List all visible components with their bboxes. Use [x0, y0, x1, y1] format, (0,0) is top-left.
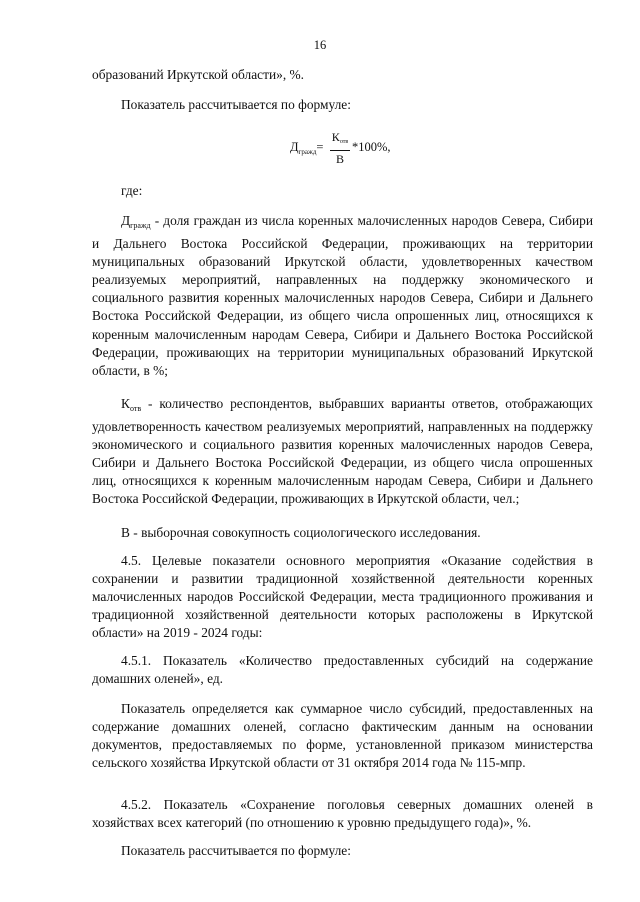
formula-fraction [330, 130, 350, 166]
formula-intro: Показатель рассчитывается по формуле: [121, 97, 351, 112]
paragraph-continuation: образований Иркутской области», %. [92, 67, 305, 82]
where-label: где: [121, 183, 143, 198]
formula [0, 130, 640, 164]
formula-intro-2: Показатель рассчитывается по формуле: [121, 843, 351, 858]
page-number: 16 [313, 38, 327, 52]
section-4-5-1: 4.5.1. Показатель «Количество предоставленных субсидий на содержание домашних оленей», ед. [92, 653, 593, 687]
formula-rhs: *100%, [352, 140, 391, 154]
formula-numerator: $К_{отв}$ [331, 130, 349, 145]
definition-b: В - выборочная совокупность социологического исследования. [121, 525, 481, 540]
formula-denominator: В [335, 152, 344, 166]
definition-d: $Д_{гражд}$ - доля граждан из числа коренных малочисленных народов Севера, Сибири и Дальнего Востока Российской Федерации, проживающих на территории муниципальных образований Иркутской области, удовлетворенных качеством реализуемых мероприятий, направленных на поддержку экономического и социального развития коренных малочисленных народов Севера, Сибири и Дальнего Востока Российской Федерации, из общего числа опрошенных лиц, относящихся к коренным малочисленным народам Севера, Сибири и Дальнего Востока Российской Федерации, проживающих на территории муниципальных образований Иркутской области, в %; [92, 213, 593, 378]
section-4-5-2: 4.5.2. Показатель «Сохранение поголовья северных домашних оленей в хозяйствах всех категорий (по отношению к уровню предыдущего года)», %. [92, 797, 593, 831]
definition-k: $К_{отв}$ - количество респондентов, выбравших варианты ответов, отображающих удовлетворенность качеством реализуемых мероприятий, направленных на поддержку экономического и социального развития коренных малочисленных народов Севера, Сибири и Дальнего Востока Российской Федерации, из общего числа опрошенных лиц, относящихся к коренным малочисленным народам Севера, Сибири и Дальнего Востока Российской Федерации, проживающих в Иркутской области, чел.; [92, 396, 593, 507]
formula-lhs: $Д_{гражд}=$ [290, 140, 324, 156]
fraction-bar [330, 150, 350, 151]
section-4-5: 4.5. Целевые показатели основного мероприятия «Оказание содействия в сохранении и развитии традиционной хозяйственной деятельности коренных малочисленных народов Российской Федерации, места традиционного проживания и традиционной хозяйственной деятельности которых расположены в Иркутской области» на 2019 - 2024 годы: [92, 553, 593, 641]
paragraph-4-5-1: Показатель определяется как суммарное число субсидий, предоставленных на содержание домашних оленей, согласно фактическим данным на основании документов, предоставляемых по форме, установленной приказом министерства сельского хозяйства Иркутской области от 31 октября 2014 года № 115-мпр. [92, 701, 593, 771]
